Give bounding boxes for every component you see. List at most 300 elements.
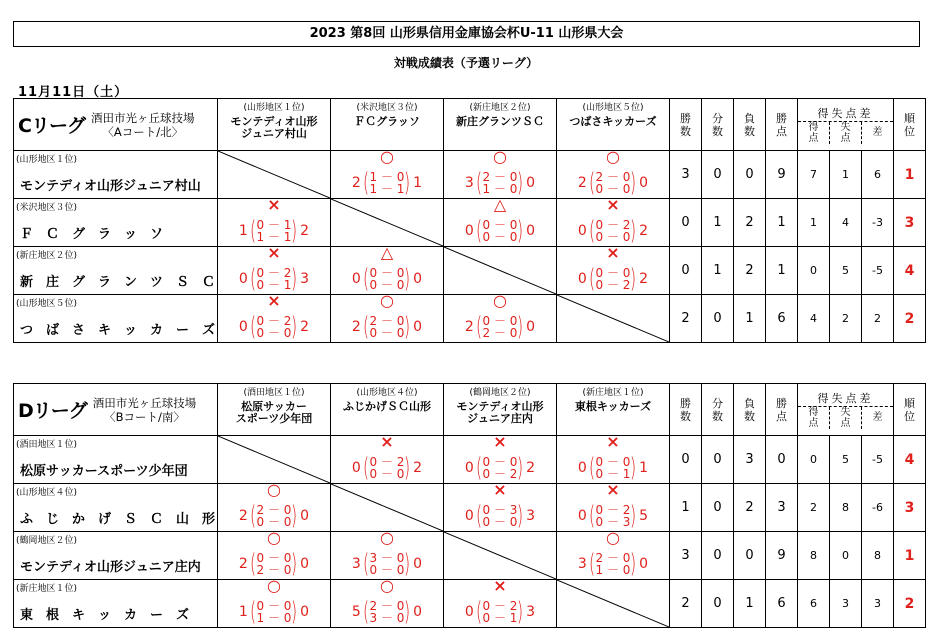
half-scores xyxy=(483,315,518,339)
league-name-block xyxy=(14,396,217,424)
total-goals-home: 2 xyxy=(238,556,248,572)
league-table xyxy=(13,383,926,628)
second-half-score: 2 － 0 xyxy=(256,563,292,577)
result-mark: × xyxy=(606,198,620,214)
score-block xyxy=(331,599,443,625)
team-region: (酒田地区１位) xyxy=(243,388,305,398)
draws-value: 0 xyxy=(702,295,734,343)
venue-name: 酒田市光ヶ丘球技場 xyxy=(92,395,197,410)
team-region: (鶴岡地区２位) xyxy=(16,536,78,546)
table-row xyxy=(14,436,926,484)
team-column-header xyxy=(444,384,557,436)
second-half-score: 0 － 0 xyxy=(256,515,292,529)
rank-value: 2 xyxy=(894,580,926,628)
goals-for-value: 2 xyxy=(798,484,830,532)
bracket-left: ( xyxy=(589,549,596,579)
bracket-left: ( xyxy=(589,453,596,483)
team-short-name: 松原サッカー スポーツ少年団 xyxy=(235,400,313,425)
first-half-score: 0 － 3 xyxy=(482,503,518,517)
points-value: 0 xyxy=(766,436,798,484)
bracket-right: ) xyxy=(404,264,411,294)
match-result xyxy=(444,436,557,484)
total-goals-home: 2 xyxy=(577,175,587,191)
goals-against-value: 2 xyxy=(830,295,862,343)
points-value: 1 xyxy=(766,247,798,295)
goal-difference-value: -6 xyxy=(862,484,894,532)
bracket-left: ( xyxy=(589,216,596,246)
wins-value: 3 xyxy=(670,151,702,199)
result-mark: × xyxy=(267,246,281,262)
self-match-cell xyxy=(331,199,444,247)
second-half-score: 0 － 0 xyxy=(369,326,405,340)
table-row xyxy=(14,199,926,247)
bracket-left: ( xyxy=(589,501,596,531)
table-row xyxy=(14,580,926,628)
second-half-score: 0 － 0 xyxy=(256,326,292,340)
first-half-score: 0 － 2 xyxy=(595,218,631,232)
bracket-left: ( xyxy=(363,549,370,579)
first-half-score: 0 － 0 xyxy=(595,455,631,469)
total-goals-home: 2 xyxy=(464,319,474,335)
first-half-score: 3 － 0 xyxy=(369,551,405,565)
half-scores xyxy=(483,600,518,624)
half-scores xyxy=(370,456,405,480)
bracket-right: ) xyxy=(517,501,524,531)
match-result xyxy=(444,151,557,199)
result-mark: × xyxy=(606,483,620,499)
team-row-name xyxy=(14,199,218,247)
diagonal-line xyxy=(218,436,330,483)
table-row xyxy=(14,151,926,199)
rank-value: 3 xyxy=(894,199,926,247)
goals-for-value: 0 xyxy=(798,436,830,484)
bracket-right: ) xyxy=(630,453,637,483)
half-scores xyxy=(596,456,631,480)
table-row xyxy=(14,532,926,580)
losses-value: 1 xyxy=(734,580,766,628)
team-column-header xyxy=(218,384,331,436)
bracket-left: ( xyxy=(476,453,483,483)
total-goals-home: 2 xyxy=(238,508,248,524)
match-result xyxy=(331,436,444,484)
bracket-right: ) xyxy=(291,597,298,627)
table-row xyxy=(14,247,926,295)
result-mark: ○ xyxy=(267,483,281,499)
diagonal-line xyxy=(444,247,556,294)
team-short-name: モンテディオ山形 ジュニア村山 xyxy=(230,115,318,140)
second-half-score: 0 － 1 xyxy=(482,611,518,625)
result-mark: ○ xyxy=(380,294,394,310)
score-block xyxy=(218,551,330,577)
bracket-left: ( xyxy=(250,597,257,627)
half-scores xyxy=(596,219,631,243)
bracket-right: ) xyxy=(517,168,524,198)
bracket-left: ( xyxy=(363,312,370,342)
losses-value: 2 xyxy=(734,247,766,295)
half-scores xyxy=(257,504,292,528)
bracket-right: ) xyxy=(517,216,524,246)
goals-for-value: 0 xyxy=(798,247,830,295)
match-result xyxy=(331,247,444,295)
rank-value: 4 xyxy=(894,436,926,484)
result-mark: × xyxy=(267,198,281,214)
diagonal-line xyxy=(444,532,556,579)
half-scores xyxy=(596,552,631,576)
wins-value: 0 xyxy=(670,436,702,484)
team-name: 松原サッカースポーツ少年団 xyxy=(20,464,188,479)
goals-against-header: 失 点 xyxy=(829,122,861,144)
total-goals-away: 2 xyxy=(639,271,649,287)
total-goals-away: 0 xyxy=(300,508,310,524)
tournament-title: 2023 第8回 山形県信用金庫協会杯U-11 山形県大会 xyxy=(13,21,920,47)
first-half-score: 2 － 0 xyxy=(256,503,292,517)
team-region: (新庄地区１位) xyxy=(16,584,78,594)
league-name: Dリーグ xyxy=(18,400,87,422)
second-half-score: 0 － 0 xyxy=(369,563,405,577)
bracket-left: ( xyxy=(250,216,257,246)
score-block xyxy=(444,455,556,481)
first-half-score: 0 － 0 xyxy=(256,599,292,613)
goal-diff-sub xyxy=(798,407,893,429)
goal-diff-title: 得失点差 xyxy=(798,391,893,407)
team-name: モンテディオ山形ジュニア村山 xyxy=(20,179,201,194)
rank-value: 2 xyxy=(894,295,926,343)
self-match-cell xyxy=(557,295,670,343)
bracket-right: ) xyxy=(291,501,298,531)
total-goals-home: 0 xyxy=(577,271,587,287)
second-half-score: 0 － 1 xyxy=(595,467,631,481)
self-match-cell xyxy=(557,580,670,628)
score-block xyxy=(218,218,330,244)
bracket-left: ( xyxy=(589,264,596,294)
first-half-score: 0 － 2 xyxy=(256,314,292,328)
first-half-score: 0 － 0 xyxy=(482,314,518,328)
score-block xyxy=(331,170,443,196)
venue xyxy=(93,396,197,424)
points-value: 1 xyxy=(766,199,798,247)
half-scores xyxy=(370,171,405,195)
total-goals-home: 1 xyxy=(238,223,248,239)
rank-value: 3 xyxy=(894,484,926,532)
league-name: Cリーグ xyxy=(18,115,85,137)
self-match-cell xyxy=(331,484,444,532)
total-goals-away: 2 xyxy=(526,460,536,476)
first-half-score: 2 － 0 xyxy=(595,551,631,565)
team-name: Ｆ Ｃ グ ラ ッ ソ xyxy=(20,227,164,242)
score-block xyxy=(557,170,669,196)
first-half-score: 0 － 2 xyxy=(369,455,405,469)
diagonal-line xyxy=(557,580,669,627)
bracket-right: ) xyxy=(291,312,298,342)
bracket-right: ) xyxy=(291,549,298,579)
match-result xyxy=(444,484,557,532)
team-region: (山形地区１位) xyxy=(243,103,305,113)
team-short-name: ふじかげＳＣ山形 xyxy=(343,400,431,413)
total-goals-home: 3 xyxy=(464,175,474,191)
total-goals-away: 0 xyxy=(413,556,423,572)
half-scores xyxy=(370,267,405,291)
total-goals-away: 1 xyxy=(639,460,649,476)
team-region: (米沢地区３位) xyxy=(16,203,78,213)
match-result xyxy=(557,532,670,580)
score-block xyxy=(557,266,669,292)
total-goals-home: 1 xyxy=(238,604,248,620)
draws-value: 0 xyxy=(702,532,734,580)
goals-against-value: 1 xyxy=(830,151,862,199)
bracket-left: ( xyxy=(589,168,596,198)
self-match-cell xyxy=(444,247,557,295)
total-goals-away: 0 xyxy=(526,223,536,239)
team-region: (鶴岡地区２位) xyxy=(469,388,531,398)
losses-value: 2 xyxy=(734,484,766,532)
draws-value: 0 xyxy=(702,151,734,199)
goals-against-value: 8 xyxy=(830,484,862,532)
draws-header: 分 数 xyxy=(702,99,734,151)
total-goals-away: 3 xyxy=(300,271,310,287)
half-scores xyxy=(483,219,518,243)
venue-court: 〈Bコート/南〉 xyxy=(104,409,185,424)
bracket-left: ( xyxy=(363,453,370,483)
match-result xyxy=(557,199,670,247)
first-half-score: 0 － 2 xyxy=(482,599,518,613)
diagonal-line xyxy=(557,295,669,342)
league-table xyxy=(13,98,926,343)
total-goals-home: 0 xyxy=(351,460,361,476)
half-scores xyxy=(257,267,292,291)
total-goals-away: 0 xyxy=(639,556,649,572)
draws-header: 分 数 xyxy=(702,384,734,436)
team-column-header xyxy=(331,384,444,436)
goals-against-value: 0 xyxy=(830,532,862,580)
score-block xyxy=(557,455,669,481)
score-block xyxy=(331,314,443,340)
first-half-score: 0 － 0 xyxy=(482,455,518,469)
match-date: 11月11日（土） xyxy=(18,85,129,100)
bracket-right: ) xyxy=(630,216,637,246)
score-block xyxy=(557,218,669,244)
team-name: 新 庄 グ ラ ン ツ Ｓ Ｃ xyxy=(20,275,216,290)
goal-diff-title: 得失点差 xyxy=(798,106,893,122)
half-scores xyxy=(370,600,405,624)
result-mark: ○ xyxy=(606,531,620,547)
points-value: 9 xyxy=(766,151,798,199)
total-goals-home: 0 xyxy=(238,271,248,287)
bracket-left: ( xyxy=(363,597,370,627)
second-half-score: 1 － 1 xyxy=(369,182,405,196)
bracket-left: ( xyxy=(476,597,483,627)
team-column-header xyxy=(218,99,331,151)
first-half-score: 0 － 1 xyxy=(256,218,292,232)
bracket-right: ) xyxy=(404,168,411,198)
goals-for-value: 6 xyxy=(798,580,830,628)
team-row-name xyxy=(14,247,218,295)
match-result xyxy=(331,151,444,199)
total-goals-home: 0 xyxy=(464,223,474,239)
second-half-score: 1 － 0 xyxy=(256,611,292,625)
total-goals-away: 0 xyxy=(300,604,310,620)
bracket-left: ( xyxy=(250,501,257,531)
half-scores xyxy=(257,600,292,624)
team-region: (山形地区４位) xyxy=(356,388,418,398)
second-half-score: 2 － 0 xyxy=(482,326,518,340)
half-scores xyxy=(483,171,518,195)
bracket-right: ) xyxy=(404,453,411,483)
team-short-name: ＦＣグラッソ xyxy=(354,115,420,128)
second-half-score: 0 － 0 xyxy=(369,278,405,292)
bracket-left: ( xyxy=(476,168,483,198)
total-goals-home: 2 xyxy=(351,175,361,191)
bracket-right: ) xyxy=(404,597,411,627)
result-mark: △ xyxy=(380,246,394,262)
team-short-name: 新庄グランツＳＣ xyxy=(456,115,544,128)
goals-against-header: 失 点 xyxy=(829,407,861,429)
total-goals-home: 0 xyxy=(577,460,587,476)
bracket-right: ) xyxy=(291,264,298,294)
team-region: (米沢地区３位) xyxy=(356,103,418,113)
bracket-right: ) xyxy=(630,264,637,294)
team-short-name: つばさキッカーズ xyxy=(569,115,657,128)
second-half-score: 3 － 0 xyxy=(369,611,405,625)
rank-header: 順 位 xyxy=(894,384,926,436)
wins-value: 2 xyxy=(670,580,702,628)
goals-for-value: 7 xyxy=(798,151,830,199)
second-half-score: 1 － 1 xyxy=(256,230,292,244)
half-scores xyxy=(483,456,518,480)
diagonal-line xyxy=(218,151,330,198)
team-name: つ ば さ キ ッ カ ー ズ xyxy=(20,323,216,338)
losses-value: 2 xyxy=(734,199,766,247)
losses-header: 負 数 xyxy=(734,384,766,436)
match-result xyxy=(218,295,331,343)
team-name: ふ じ か げ Ｓ Ｃ 山 形 xyxy=(20,512,216,527)
match-result xyxy=(444,295,557,343)
bracket-right: ) xyxy=(630,168,637,198)
result-mark: ○ xyxy=(493,150,507,166)
goals-for-header: 得 点 xyxy=(808,121,819,144)
score-block xyxy=(331,455,443,481)
result-mark: × xyxy=(493,435,507,451)
result-mark: × xyxy=(606,435,620,451)
total-goals-away: 0 xyxy=(413,604,423,620)
goal-difference-value: 8 xyxy=(862,532,894,580)
wins-value: 3 xyxy=(670,532,702,580)
first-half-score: 1 － 0 xyxy=(369,170,405,184)
goals-for-value: 1 xyxy=(798,199,830,247)
result-mark: ○ xyxy=(380,531,394,547)
league-header xyxy=(14,99,218,151)
losses-header: 負 数 xyxy=(734,99,766,151)
points-value: 6 xyxy=(766,580,798,628)
team-name: モンテディオ山形ジュニア庄内 xyxy=(20,560,201,575)
goal-difference-value: 6 xyxy=(862,151,894,199)
result-mark: ○ xyxy=(380,150,394,166)
goal-diff-group xyxy=(798,106,893,144)
wins-value: 0 xyxy=(670,199,702,247)
result-mark: × xyxy=(380,435,394,451)
result-mark: × xyxy=(493,483,507,499)
points-header: 勝 点 xyxy=(766,384,798,436)
team-region: (酒田地区１位) xyxy=(16,440,78,450)
wins-header: 勝 数 xyxy=(670,384,702,436)
score-block xyxy=(444,170,556,196)
team-region: (山形地区４位) xyxy=(16,488,78,498)
team-region: (山形地区１位) xyxy=(16,155,78,165)
score-block xyxy=(444,314,556,340)
goal-difference-header: 差 xyxy=(861,407,893,429)
rank-value: 1 xyxy=(894,151,926,199)
first-half-score: 0 － 0 xyxy=(256,551,292,565)
losses-value: 0 xyxy=(734,532,766,580)
score-block xyxy=(557,551,669,577)
bracket-right: ) xyxy=(404,312,411,342)
total-goals-away: 3 xyxy=(526,604,536,620)
goal-difference-value: 3 xyxy=(862,580,894,628)
bracket-right: ) xyxy=(630,549,637,579)
total-goals-home: 0 xyxy=(464,604,474,620)
result-mark: × xyxy=(606,246,620,262)
score-block xyxy=(218,314,330,340)
second-half-score: 0 － 1 xyxy=(256,278,292,292)
team-region: (新庄地区２位) xyxy=(16,251,78,261)
half-scores xyxy=(596,171,631,195)
goals-against-value: 5 xyxy=(830,436,862,484)
match-result xyxy=(218,532,331,580)
draws-value: 0 xyxy=(702,580,734,628)
match-result xyxy=(331,580,444,628)
venue xyxy=(91,111,195,139)
total-goals-away: 0 xyxy=(413,271,423,287)
venue-name: 酒田市光ヶ丘球技場 xyxy=(90,110,195,125)
goals-for-value: 4 xyxy=(798,295,830,343)
team-region: (山形地区５位) xyxy=(582,103,644,113)
wins-header: 勝 数 xyxy=(670,99,702,151)
match-result xyxy=(557,247,670,295)
team-row-name xyxy=(14,580,218,628)
bracket-right: ) xyxy=(517,312,524,342)
total-goals-home: 5 xyxy=(351,604,361,620)
bracket-left: ( xyxy=(250,312,257,342)
match-result xyxy=(218,484,331,532)
second-half-score: 0 － 0 xyxy=(595,230,631,244)
goals-against-value: 4 xyxy=(830,199,862,247)
score-block xyxy=(331,266,443,292)
score-block xyxy=(218,599,330,625)
total-goals-home: 0 xyxy=(238,319,248,335)
team-region: (新庄地区２位) xyxy=(469,103,531,113)
goal-difference-value: 2 xyxy=(862,295,894,343)
team-row-name xyxy=(14,151,218,199)
second-half-score: 0 － 0 xyxy=(595,182,631,196)
draws-value: 1 xyxy=(702,199,734,247)
match-result xyxy=(444,580,557,628)
total-goals-away: 2 xyxy=(639,223,649,239)
result-mark: ○ xyxy=(493,294,507,310)
table-row xyxy=(14,295,926,343)
score-block xyxy=(218,503,330,529)
total-goals-home: 0 xyxy=(464,508,474,524)
score-block xyxy=(331,551,443,577)
goal-diff-header xyxy=(798,384,894,436)
rank-header: 順 位 xyxy=(894,99,926,151)
half-scores xyxy=(370,315,405,339)
half-scores xyxy=(370,552,405,576)
bracket-left: ( xyxy=(476,312,483,342)
first-half-score: 0 － 0 xyxy=(482,218,518,232)
goals-against-value: 5 xyxy=(830,247,862,295)
result-mark: △ xyxy=(493,198,507,214)
half-scores xyxy=(257,552,292,576)
team-short-name: モンテディオ山形 ジュニア庄内 xyxy=(456,400,544,425)
